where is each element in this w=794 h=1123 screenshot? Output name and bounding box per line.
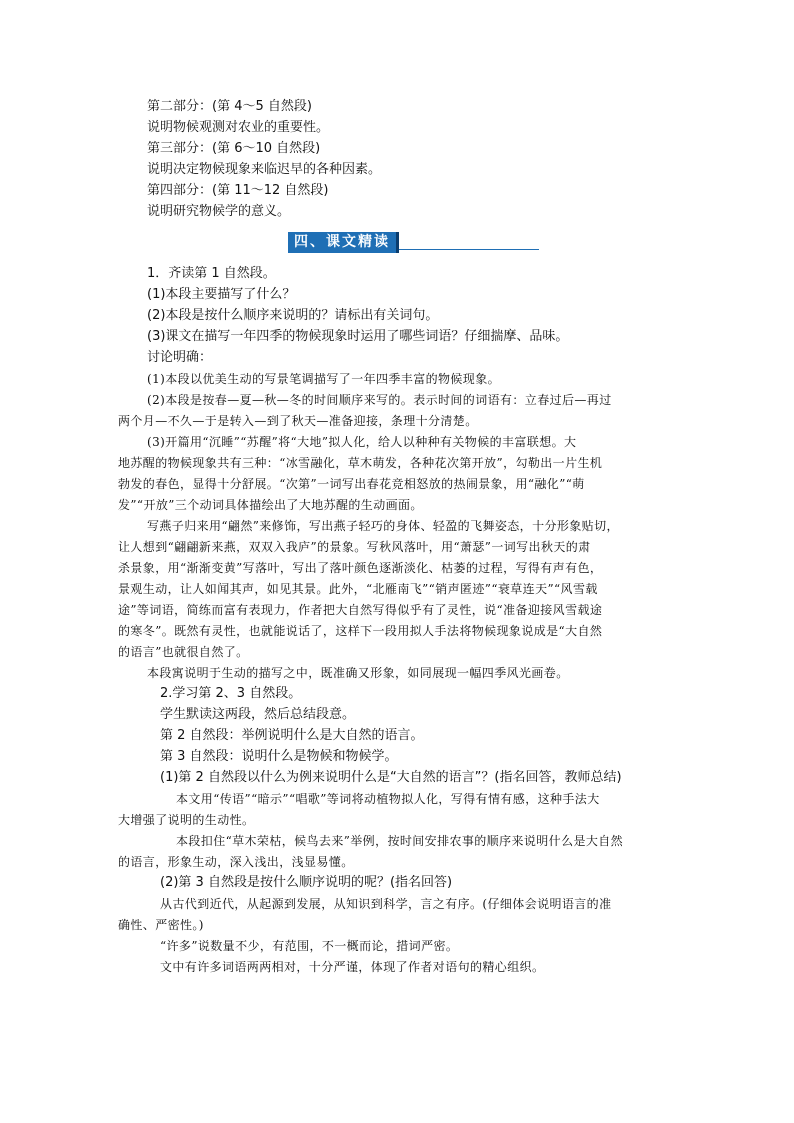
discussion-line: 景观生动，让人如闻其声，如见其景。此外，“北雁南飞”“销声匿迹”“衰草连天”“风雪载 (118, 582, 598, 596)
discussion-heading: 讨论明确： (147, 350, 213, 365)
discussion-line: 的语言”也就很自然了。 (118, 645, 249, 659)
outline-line: 说明物候观测对农业的重要性。 (147, 120, 330, 135)
question-line: (2)本段是按什么顺序来说明的？请标出有关词句。 (147, 308, 439, 323)
analysis-line: 确性、严密性。) (118, 918, 204, 932)
outline-line: 说明研究物候学的意义。 (147, 204, 291, 219)
analysis-line: 本文用“传语”“暗示”“唱歌”等词将动植物拟人化，写得有情有感，这种手法大 (176, 792, 600, 806)
discussion-line: 两个月—不久—于是转入—到了秋天—准备迎接，条理十分清楚。 (118, 414, 478, 428)
outline-line: 第二部分：(第 4～5 自然段) (147, 99, 312, 114)
discussion-line: 本段寓说明于生动的描写之中，既准确又形象，如同展现一幅四季风光画卷。 (147, 666, 569, 680)
part2-line: 学生默读这两段，然后总结段意。 (160, 707, 356, 722)
discussion-line: 发”“开放”三个动词具体描绘出了大地苏醒的生动画面。 (118, 498, 423, 512)
discussion-line: 地苏醒的物候现象共有三种：“冰雪融化，草木萌发，各种花次第开放”，勾勒出一片生机 (118, 456, 603, 470)
discussion-line: (3)开篇用“沉睡”“苏醒”将“大地”拟人化，给人以种种有关物候的丰富联想。大 (147, 435, 577, 449)
part2-line: 第 2 自然段：举例说明什么是大自然的语言。 (160, 728, 424, 743)
discussion-line: 的寒冬”。既然有灵性，也就能说话了，这样下一段用拟人手法将物候现象说成是“大自然 (118, 624, 603, 638)
analysis-line: 从古代到近代，从起源到发展，从知识到科学，言之有序。(仔细体会说明语言的准 (160, 897, 612, 911)
part2-line: 2.学习第 2、3 自然段。 (160, 686, 302, 701)
analysis-line: 本段扣住“草木荣枯，候鸟去来”举例，按时间安排农事的顺序来说明什么是大自然 (176, 834, 624, 848)
part2-line: 第 3 自然段：说明什么是物候和物候学。 (160, 749, 398, 764)
outline-line: 第三部分：(第 6～10 自然段) (147, 141, 321, 156)
question-line: 1．齐读第 1 自然段。 (147, 266, 276, 281)
outline-line: 第四部分：(第 11～12 自然段) (147, 183, 329, 198)
part2-question: (1)第 2 自然段以什么为例来说明什么是“大自然的语言”？(指名回答，教师总结) (160, 770, 622, 785)
section-title: 四、课文精读 (288, 232, 399, 253)
analysis-line: 的语言，形象生动，深入浅出，浅显易懂。 (118, 855, 354, 869)
section-banner (288, 232, 539, 253)
banner-rule (399, 249, 539, 250)
discussion-line: (1)本段以优美生动的写景笔调描写了一年四季丰富的物候现象。 (147, 372, 501, 386)
discussion-line: 写燕子归来用“翩然”来修饰，写出燕子轻巧的身体、轻盈的飞舞姿态，十分形象贴切， (147, 519, 619, 533)
outline-line: 说明决定物候现象来临迟早的各种因素。 (147, 162, 382, 177)
discussion-line: 勃发的春色，显得十分舒展。“次第”一词写出春花竞相怒放的热闹景象，用“融化”“萌 (118, 477, 585, 491)
part2-question: (2)第 3 自然段是按什么顺序说明的呢？(指名回答) (160, 875, 453, 890)
analysis-line: 文中有许多词语两两相对，十分严谨，体现了作者对语句的精心组织。 (160, 960, 545, 974)
discussion-line: (2)本段是按春—夏—秋—冬的时间顺序来写的。表示时间的词语有：立春过后—再过 (147, 393, 612, 407)
discussion-line: 让人想到“翩翩新来燕，双双入我庐”的景象。写秋风落叶，用“萧瑟”一词写出秋天的肃 (118, 540, 591, 554)
analysis-line: 大增强了说明的生动性。 (118, 813, 255, 827)
question-line: (3)课文在描写一年四季的物候现象时运用了哪些词语？仔细揣摩、品味。 (147, 329, 569, 344)
discussion-line: 杀景象，用“渐渐变黄”写落叶，写出了落叶颜色逐渐淡化、枯萎的过程，写得有声有色， (118, 561, 603, 575)
question-line: (1)本段主要描写了什么？ (147, 287, 296, 302)
discussion-line: 途”等词语，简练而富有表现力，作者把大自然写得似乎有了灵性，说“准备迎接风雪载途 (118, 603, 603, 617)
analysis-line: “许多”说数量不少，有范围，不一概而论，措词严密。 (160, 939, 459, 953)
